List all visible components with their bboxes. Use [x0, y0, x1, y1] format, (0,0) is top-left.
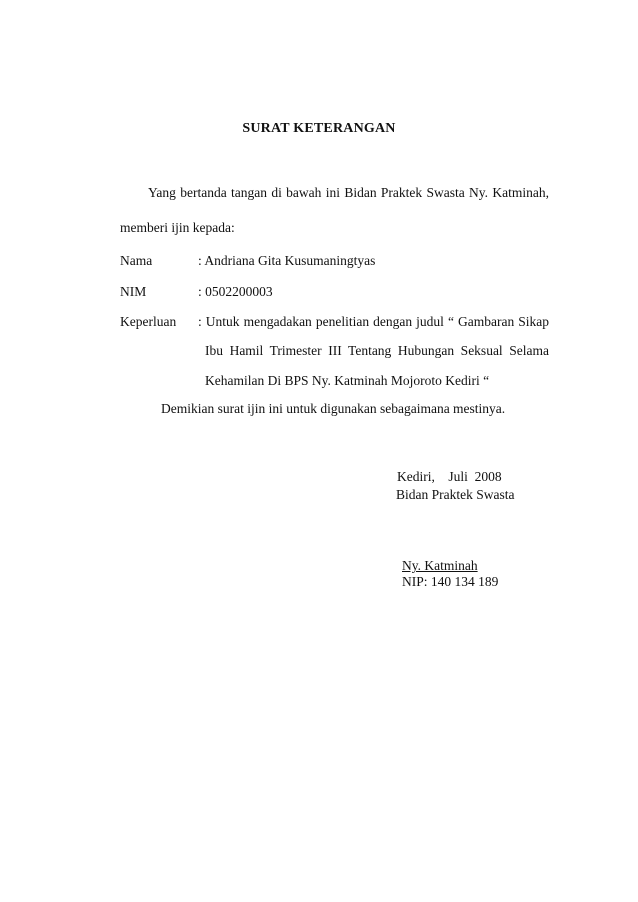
keperluan-line-2: Ibu Hamil Trimester III Tentang Hubungan Seksual Selama	[205, 343, 549, 358]
nim-value: : 0502200003	[198, 284, 273, 299]
nama-label: Nama	[120, 253, 153, 268]
keperluan-line-3: Kehamilan Di BPS Ny. Katminah Mojoroto Kediri “	[205, 373, 490, 388]
signer-nip: NIP: 140 134 189	[402, 574, 499, 589]
intro-line-1: Yang bertanda tangan di bawah ini Bidan Praktek Swasta Ny. Katminah,	[148, 185, 549, 200]
nama-value: : Andriana Gita Kusumaningtyas	[198, 253, 376, 268]
keperluan-label: Keperluan	[120, 314, 177, 329]
keperluan-line-1: : Untuk mengadakan penelitian dengan judul “ Gambaran Sikap	[198, 314, 549, 329]
signer-title: Bidan Praktek Swasta	[396, 487, 515, 502]
nim-label: NIM	[120, 284, 147, 299]
page-title: SURAT KETERANGAN	[242, 121, 396, 136]
closing-statement: Demikian surat ijin ini untuk digunakan sebagaimana mestinya.	[161, 401, 506, 416]
intro-line-2: memberi ijin kepada:	[120, 220, 235, 235]
place-date: Kediri, Juli 2008	[397, 469, 502, 484]
signer-name: Ny. Katminah	[402, 558, 478, 573]
